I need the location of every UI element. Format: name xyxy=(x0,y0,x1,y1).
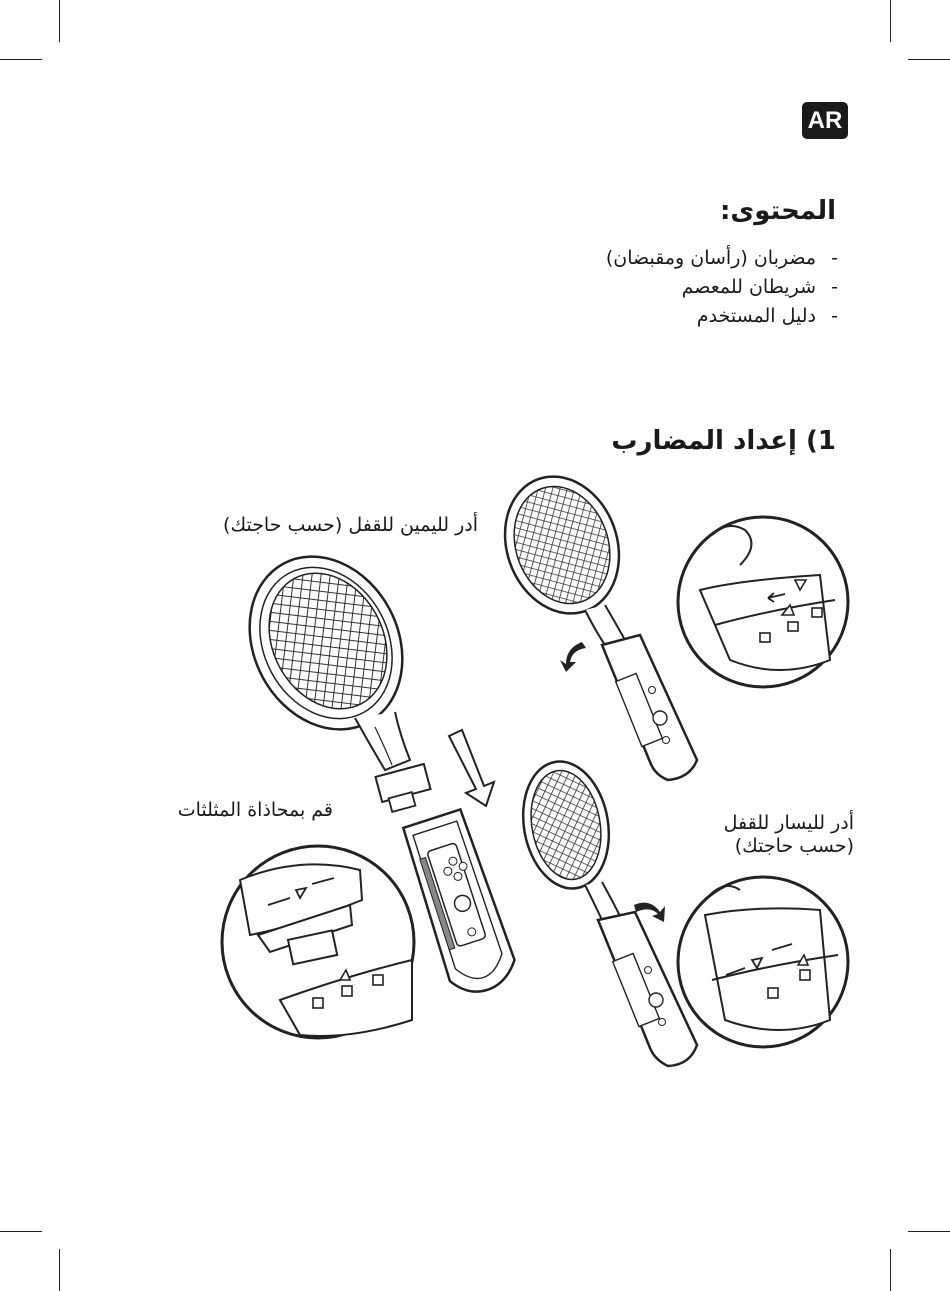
section-title: 1) إعداد المضارب xyxy=(611,426,836,456)
list-item-label: دليل المستخدم xyxy=(696,305,816,327)
zoom-lock-left-circle xyxy=(678,877,848,1047)
zoom-align-circle xyxy=(222,846,414,1038)
caption-align-triangles: قم بمحاذاة المثلثات xyxy=(177,799,333,821)
caption-rotate-left-line1: أدر لليسار للقفل xyxy=(723,812,854,834)
rotate-right-arrow-icon xyxy=(560,642,586,672)
insert-arrow-icon xyxy=(449,730,494,806)
list-bullet: - xyxy=(831,247,838,269)
list-item-label: شريطان للمعصم xyxy=(681,276,816,298)
list-item-label: مضربان (رأسان ومقبضان) xyxy=(605,247,816,269)
zoom-lock-right-circle xyxy=(678,517,848,687)
racket-assembled-right xyxy=(486,460,697,780)
caption-rotate-left-line2: (حسب حاجتك) xyxy=(734,835,854,857)
racket-handle-main xyxy=(400,808,520,1000)
list-bullet: - xyxy=(831,276,838,298)
language-badge: AR xyxy=(802,102,848,139)
contents-title: المحتوى: xyxy=(720,196,836,226)
caption-rotate-right: أدر لليمين للقفل (حسب حاجتك) xyxy=(223,514,478,536)
racket-head-main xyxy=(220,530,432,812)
racket-assembled-left xyxy=(514,755,697,1066)
list-bullet: - xyxy=(831,305,838,327)
